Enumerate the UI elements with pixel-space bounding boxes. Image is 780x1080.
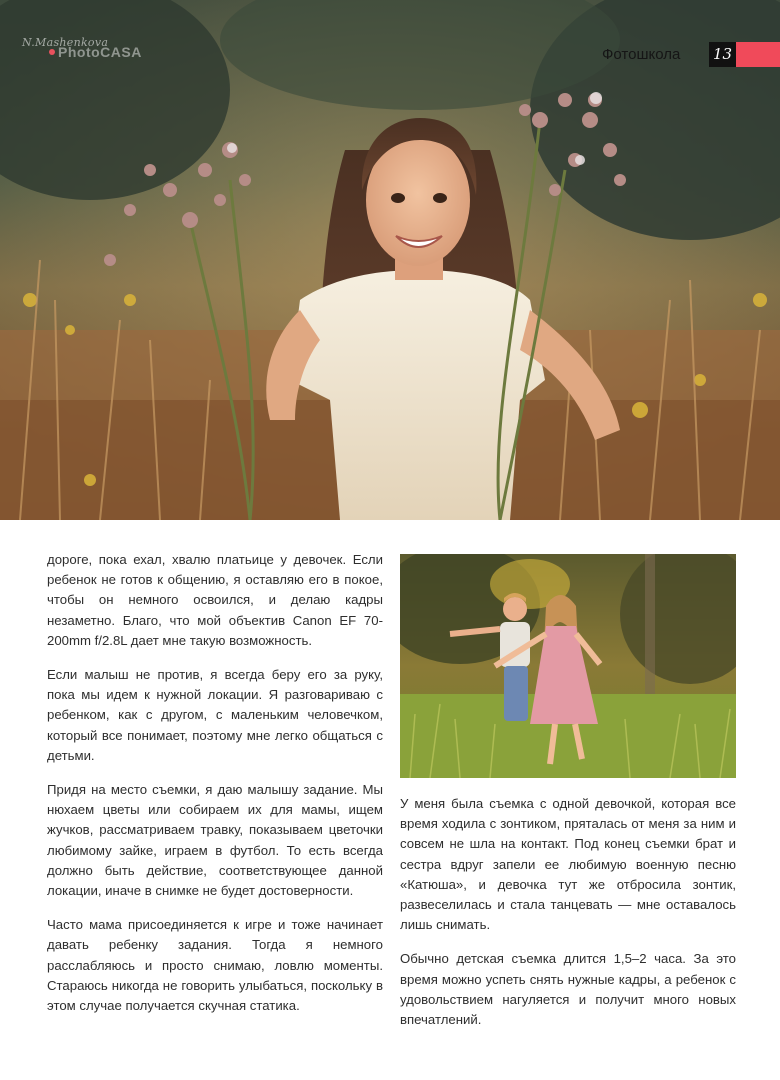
paragraph: Обычно детская съемка длится 1,5–2 часа. За это время можно успеть снять нужные кадры, а ребенок с удовольствием нагуляется и получит много новых впечатлений. — [400, 951, 736, 1028]
hero-photo — [0, 0, 780, 520]
children-running-illustration — [400, 554, 736, 778]
paragraph: Придя на место съемки, я даю малышу задание. Мы нюхаем цветы или собираем их для мамы, ищем жучков, рассматриваем травку, показываем цветочки любимому зайке, играем в футбол. То есть всегда должно быть действие, соответствующее данной локации, иначе в снимке не будет достоверности. — [47, 782, 383, 899]
magazine-brand-logo: PhotoCASA — [58, 44, 142, 60]
accent-bar — [736, 42, 780, 67]
paragraph: дороге, пока ехал, хвалю платьице у девочек. Если ребенок не готов к общению, я оставляю его в покое, чтобы он немного освоился, и делаю кадры незаметно. Благо, что мой объектив Canon EF 70-200mm f/2.8L дает мне такую возможность. — [47, 552, 383, 648]
photographer-watermark: N.Mashenkova — [22, 36, 109, 49]
paragraph: У меня была съемка с одной девочкой, которая все время ходила с зонтиком, пряталась от меня за ним и совсем не шла на контакт. Под конец съемки брат и сестра вдруг запели ее любимую военную песню «Катюша», и девочка тут же отбросила зонтик, развеселилась и стала танцевать — мне оставалось лишь снимать. — [400, 796, 736, 933]
paragraph: Часто мама присоединяется к игре и тоже начинает давать ребенку задания. Тогда я немного расслабляюсь и просто снимаю, ловлю моменты. Стараюсь никогда не говорить улыбаться, поскольку в этом случае получается скучная статика. — [47, 917, 383, 1014]
brand-dot-icon — [49, 49, 55, 55]
right-text-column — [400, 794, 736, 1044]
left-text-column — [47, 550, 383, 1030]
section-title: Фотошкола — [602, 46, 681, 63]
children-running-photo — [400, 554, 736, 778]
page-number: 13 — [709, 42, 736, 67]
hero-photo-illustration — [0, 0, 780, 520]
paragraph: Если малыш не против, я всегда беру его за руку, пока мы идем к нужной локации. Я разговариваю с ребенком, как с другом, с маленьким человечком, который все понимает, поэтому мне легко общаться с детьми. — [47, 667, 383, 763]
